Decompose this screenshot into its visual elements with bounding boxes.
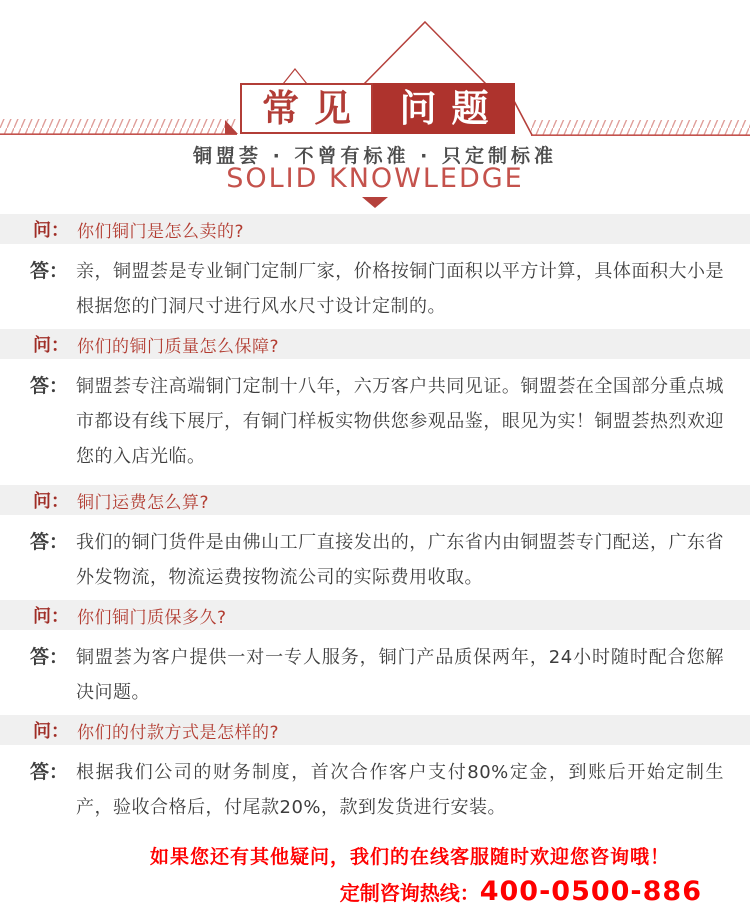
footer [0,830,750,907]
faq-list [0,214,750,830]
title-left-text: 常见 [262,87,366,130]
small-triangle-icon [283,69,307,84]
question-text: 铜门运费怎么算? [77,492,210,513]
faq-item [0,329,750,479]
question-label: 问： [33,721,69,742]
answer-text: 根据我们公司的财务制度，首次合作客户支付80%定金，到账后开始定制生产，验收合格后，付尾款20%，款到发货进行安装。 [76,762,724,818]
answer-label: 答： [30,375,69,397]
hotline-label: 定制咨询热线： [339,881,480,905]
subtitle-english: SOLID KNOWLEDGE [226,163,524,194]
question-text: 你们铜门是怎么卖的? [77,221,245,242]
question-bar [0,329,750,359]
answer-row [0,630,750,715]
answer-text: 我们的铜门货件是由佛山工厂直接发出的，广东省内由铜盟荟专门配送，广东省外发物流，物流运费按物流公司的实际费用收取。 [76,532,724,588]
header-banner [0,0,750,210]
faq-item [0,485,750,600]
question-text: 你们的付款方式是怎样的? [77,722,280,743]
title-right-text: 问题 [399,87,504,130]
faq-item [0,214,750,329]
right-hatch-band [531,120,750,135]
question-label: 问： [33,335,69,356]
brand-slogan: 铜盟荟 · 不曾有标准 · 只定制标准 [193,145,557,167]
left-hatch-band [0,119,236,134]
answer-label: 答： [30,761,69,783]
question-text: 你们的铜门质量怎么保障? [77,336,280,357]
footer-notice: 如果您还有其他疑问，我们的在线客服随时欢迎您咨询哦！ [149,846,670,868]
faq-item [0,600,750,715]
large-triangle-icon [364,22,486,84]
question-bar [0,600,750,630]
down-arrow-icon [362,197,388,208]
answer-row [0,515,750,600]
title-box-changjian [240,83,373,134]
hotline-row [0,876,750,907]
answer-row [0,745,750,830]
answer-row [0,244,750,329]
question-text: 你们铜门质保多久? [77,607,227,628]
faq-item [0,715,750,830]
question-label: 问： [33,606,69,627]
answer-label: 答： [30,646,69,668]
question-bar [0,485,750,515]
question-bar [0,214,750,244]
answer-text: 亲，铜盟荟是专业铜门定制厂家，价格按铜门面积以平方计算，具体面积大小是根据您的门洞尺寸进行风水尺寸设计定制的。 [76,261,724,317]
question-bar [0,715,750,745]
answer-label: 答： [30,260,69,282]
answer-label: 答： [30,531,69,553]
answer-text: 铜盟荟专注高端铜门定制十八年，六万客户共同见证。铜盟荟在全国部分重点城市都设有线下展厅，有铜门样板实物供您参观品鉴，眼见为实！铜盟荟热烈欢迎您的入店光临。 [76,376,724,467]
hotline-number: 400-0500-886 [479,876,702,907]
answer-row [0,359,750,479]
right-ribbon-fold [513,99,532,135]
title-box-wenti [373,83,515,134]
answer-text: 铜盟荟为客户提供一对一专人服务，铜门产品质保两年，24小时随时配合您解决问题。 [76,647,724,703]
question-label: 问： [33,491,69,512]
question-label: 问： [33,220,69,241]
